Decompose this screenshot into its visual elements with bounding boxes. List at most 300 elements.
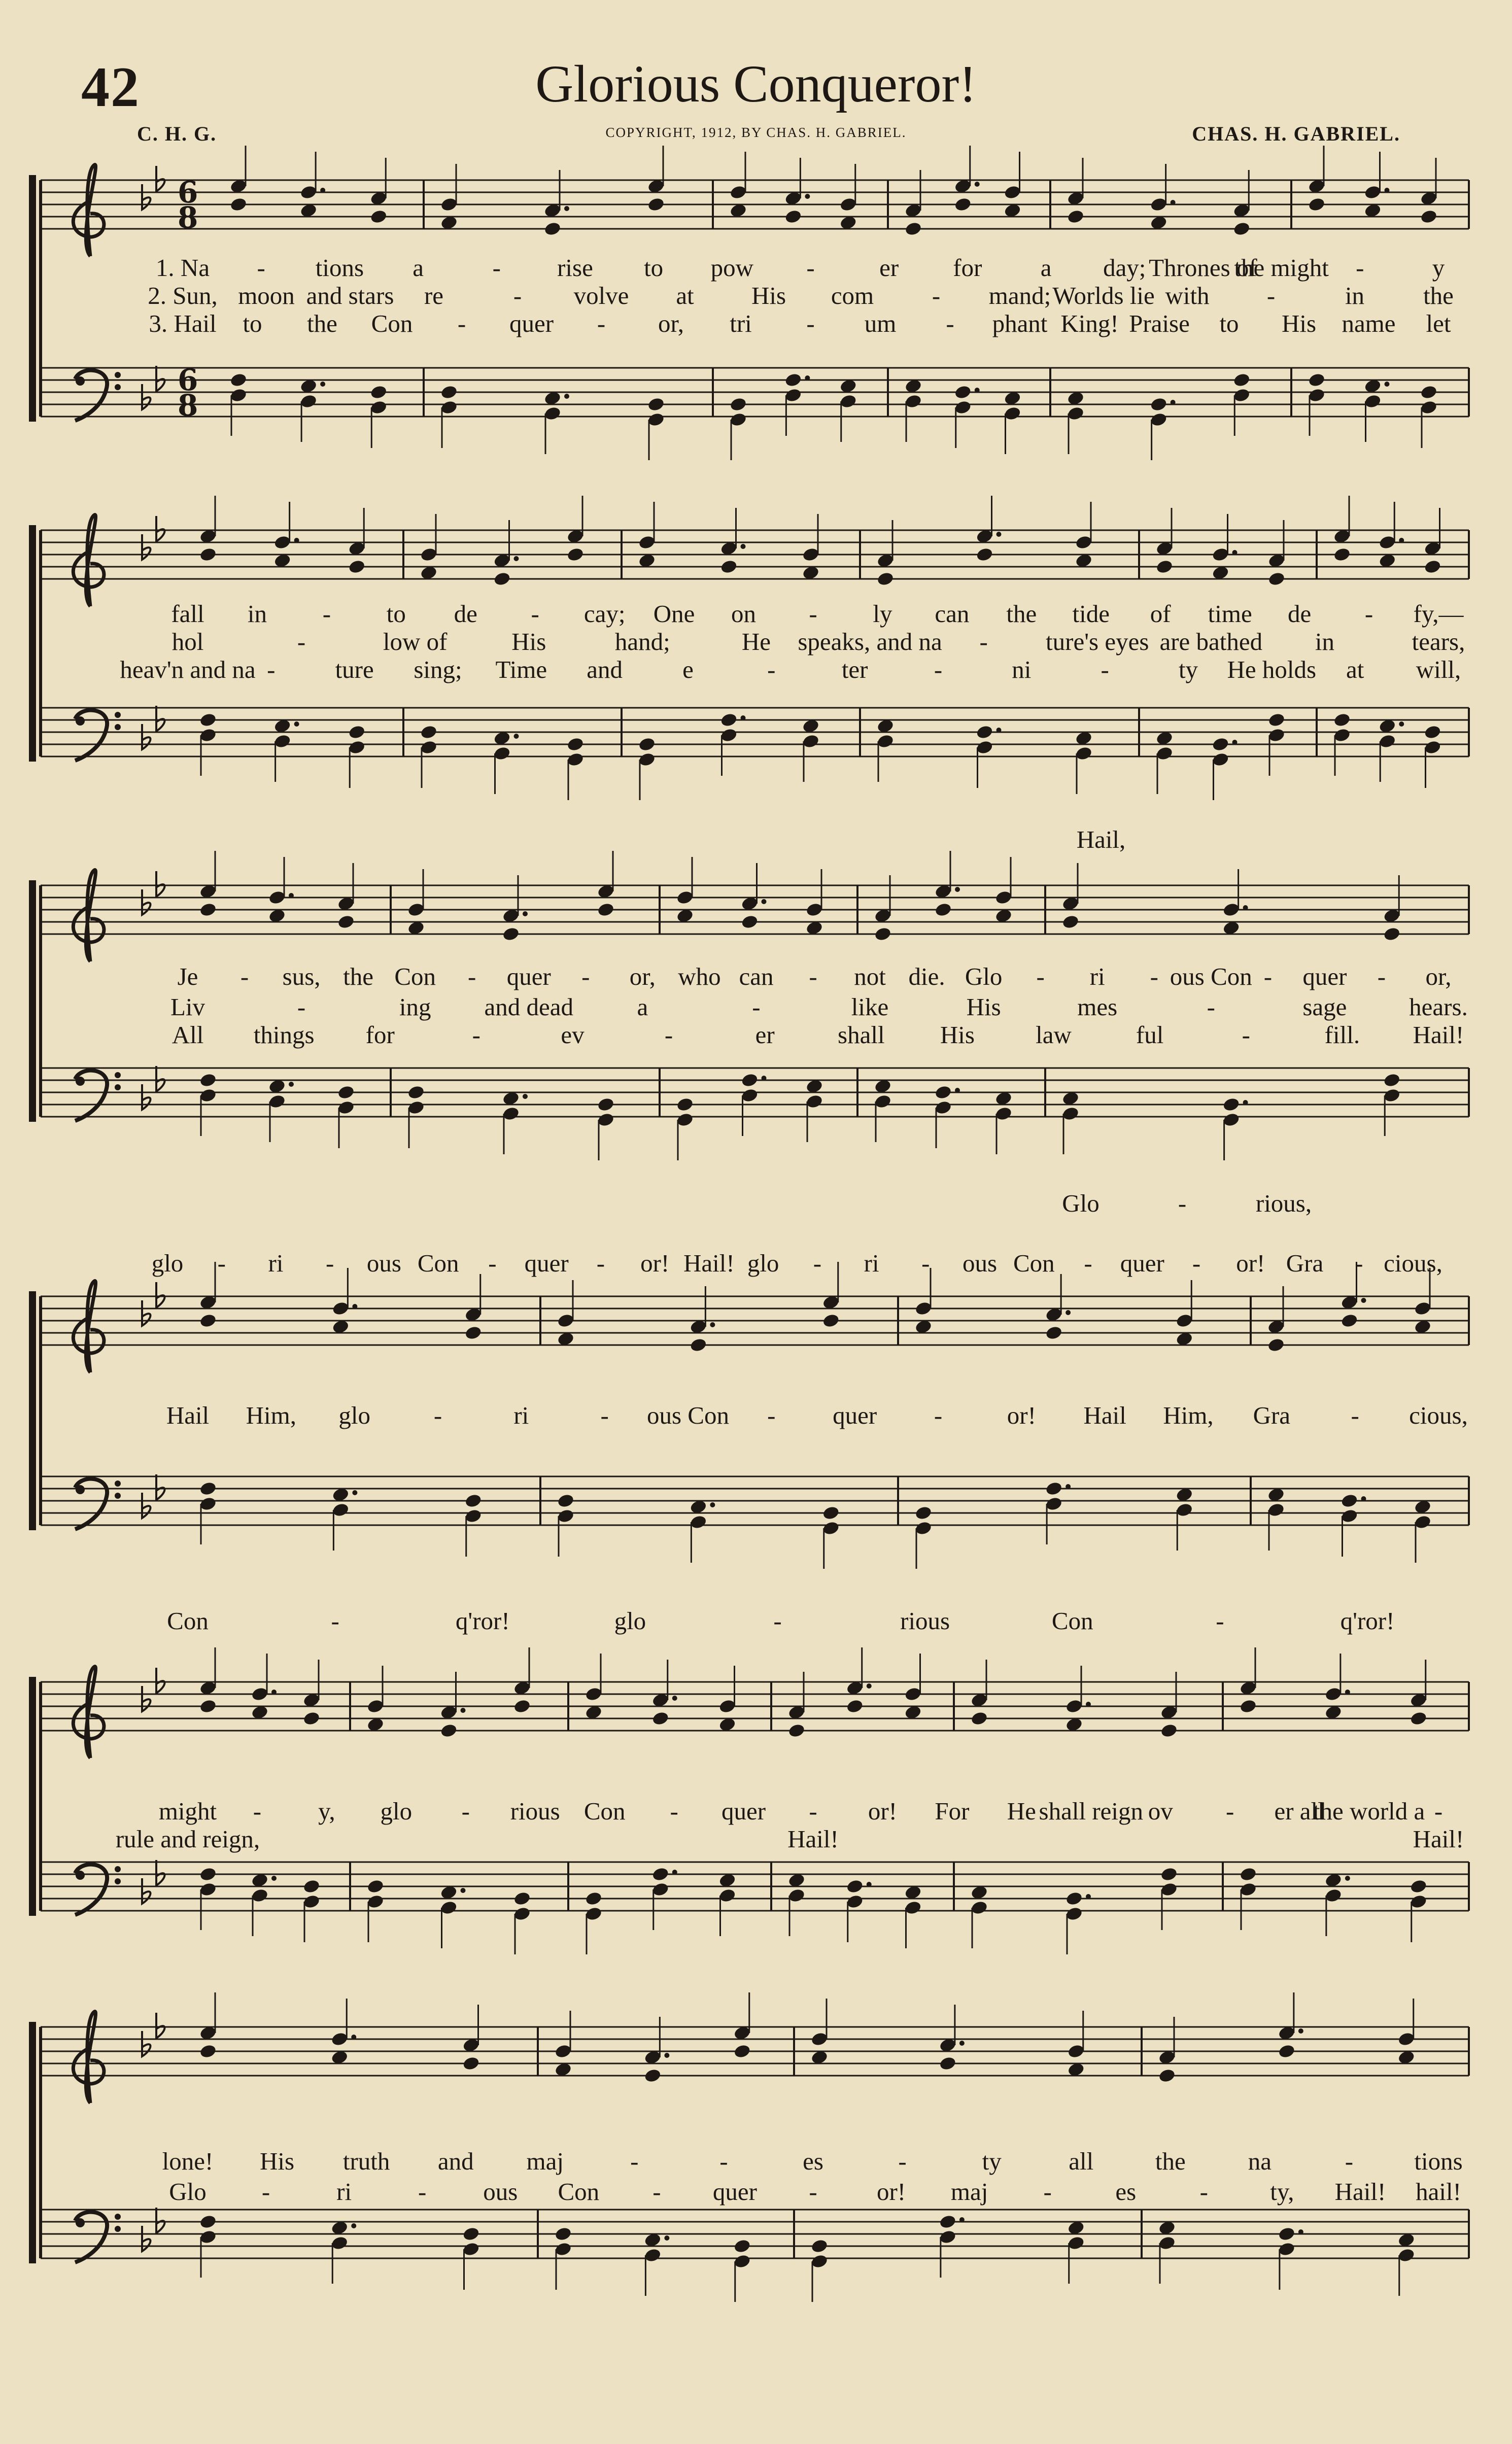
lyric-syllable: on (731, 600, 757, 628)
lyric-syllable: fy,— (1413, 600, 1464, 628)
bass-note-head (934, 1085, 952, 1100)
bass-note-head (366, 1879, 385, 1895)
lyric-syllable: Je (177, 962, 198, 990)
dotted-note-dot (672, 1696, 677, 1701)
lyric-syllable: - (1216, 1607, 1224, 1635)
treble-note-head (1410, 1711, 1428, 1727)
treble-note-head (1160, 1723, 1178, 1739)
bass-note-head (1383, 1073, 1401, 1088)
bass-clef-dot (76, 1077, 85, 1086)
lyric-syllable: or! (1007, 1401, 1036, 1429)
lyric-syllable: or, (1425, 962, 1452, 990)
lyric-syllable: - (809, 600, 817, 628)
treble-note-head (976, 547, 994, 563)
lyric-syllable: His (966, 993, 1001, 1021)
bass-note-head (651, 1867, 670, 1882)
lyric-syllable: - (600, 1401, 609, 1429)
lyric-syllable: mand; (988, 282, 1051, 309)
lyric-syllable: the (1006, 600, 1037, 628)
lyric-syllable: to (1219, 309, 1239, 337)
lyric-syllable: - (326, 1249, 334, 1277)
lyric-syllable: His (1281, 309, 1317, 337)
lyric-syllable: - (809, 1797, 817, 1825)
lyric-syllable: - (934, 1401, 943, 1429)
time-signature-bottom: 8 (178, 200, 198, 235)
lyric-syllable: Hail! (683, 1249, 735, 1277)
dotted-note-dot (1385, 188, 1390, 193)
treble-note-head (440, 1723, 458, 1739)
lyric-syllable: - (921, 1249, 930, 1277)
flat-sign-icon (156, 2208, 165, 2233)
lyric-syllable: - (1084, 1249, 1092, 1277)
bass-note-head (597, 1097, 615, 1113)
lyric-syllable: Praise (1129, 309, 1190, 337)
lyric-syllable: quer (506, 962, 551, 990)
lyric-syllable: - (488, 1249, 497, 1277)
dotted-note-dot (320, 188, 325, 193)
lyric-syllable: and dead (484, 993, 574, 1021)
dotted-note-dot (867, 1882, 872, 1887)
lyric-syllable: of (1150, 600, 1171, 628)
lyric-syllable: ful (1136, 1021, 1164, 1049)
lyric-syllable: - (1355, 1249, 1363, 1277)
lyric-syllable: die. (908, 962, 945, 990)
dotted-note-dot (461, 1708, 466, 1713)
bass-clef-dot (115, 1072, 121, 1078)
lyric-syllable: fall (171, 600, 204, 628)
lyric-syllable: or, (629, 962, 656, 990)
lyric-syllable: time (1208, 600, 1252, 628)
lyric-syllable: - (806, 309, 815, 337)
lyric-syllable: rule and reign, (115, 1825, 260, 1853)
treble-note-head (874, 926, 892, 942)
lyric-syllable: can (935, 600, 970, 628)
lyric-syllable: tions (315, 254, 364, 282)
treble-note-head (787, 1723, 806, 1739)
dotted-note-dot (1066, 1484, 1071, 1489)
treble-note-head (566, 547, 585, 563)
lyric-syllable: moon (238, 282, 295, 309)
lyric-syllable: the world a (1313, 1797, 1425, 1825)
dotted-note-dot (1243, 905, 1248, 910)
lyric-syllable: - (1364, 600, 1373, 628)
bass-note-head (939, 2214, 957, 2230)
dotted-note-dot (975, 388, 980, 393)
treble-note-head (302, 1711, 321, 1727)
bass-note-head (420, 725, 438, 740)
lyric-syllable: - (767, 656, 776, 683)
bass-note-head (199, 1073, 217, 1088)
dotted-note-dot (762, 1076, 767, 1081)
lyric-syllable: - (468, 962, 476, 990)
lyric-syllable: glo (380, 1797, 413, 1825)
lyric-syllable: 2. Sun, (148, 282, 218, 309)
lyric-syllable: - (752, 993, 761, 1021)
lyric-line-bass (0, 1606, 1512, 1636)
bass-note-head (302, 1879, 321, 1895)
dotted-note-dot (672, 1870, 677, 1875)
treble-note-head (1278, 2044, 1296, 2059)
lyric-syllable: Con (558, 2178, 600, 2206)
lyric-syllable: er (755, 1021, 775, 1049)
lyric-syllable: ty, (1270, 2178, 1294, 2206)
dotted-note-dot (867, 1683, 872, 1689)
lyric-syllable: q'ror! (455, 1607, 510, 1635)
dotted-note-dot (805, 194, 810, 199)
lyric-syllable: will, (1416, 656, 1461, 683)
bass-note-head (337, 1085, 355, 1100)
lyric-syllable: speaks, and na (798, 628, 942, 656)
lyric-syllable: ous (366, 1249, 401, 1277)
lyric-line (0, 992, 1512, 1022)
lyric-syllable: He holds (1227, 656, 1317, 683)
bass-note-head (566, 737, 585, 752)
lyric-syllable: - (1150, 962, 1158, 990)
lyric-syllable: - (1356, 254, 1364, 282)
flat-sign-icon (156, 1860, 165, 1885)
dotted-note-dot (289, 893, 294, 898)
lyric-syllable: sing; (414, 656, 462, 683)
flat-sign-icon (142, 184, 151, 210)
lyric-syllable: um (864, 309, 897, 337)
treble-note-head (651, 1711, 670, 1727)
lyric-syllable: are bathed (1159, 628, 1263, 656)
lyric-syllable: and stars (306, 282, 394, 309)
page-number: 42 (81, 56, 140, 119)
lyric-syllable: the (1423, 282, 1454, 309)
lyric-syllable: - (331, 1607, 339, 1635)
dotted-note-dot (1171, 200, 1176, 205)
bass-note-head (1065, 1891, 1083, 1907)
dotted-note-dot (514, 734, 519, 739)
bass-note-head (1150, 397, 1168, 412)
dotted-note-dot (762, 899, 767, 904)
bass-clef-dot (76, 716, 85, 726)
treble-note-head (348, 559, 366, 575)
lyric-syllable: King! (1060, 309, 1119, 337)
dotted-note-dot (564, 394, 569, 399)
lyric-syllable: or! (640, 1249, 670, 1277)
lyric-syllable: re (424, 282, 444, 309)
lyric-syllable: - (597, 309, 606, 337)
lyric-syllable: Hail (166, 1401, 210, 1429)
lyric-syllable: pow (710, 254, 754, 282)
lyric-line (0, 253, 1512, 283)
lyric-syllable: - (1242, 1021, 1250, 1049)
treble-note-head (199, 1313, 217, 1329)
flat-sign-icon (142, 2031, 151, 2056)
bass-note-head (1341, 1493, 1359, 1509)
lyric-syllable: heav'n and na (120, 656, 256, 683)
lyric-syllable: hears. (1409, 993, 1468, 1021)
lyric-syllable: His (940, 1021, 975, 1049)
flat-sign-icon (156, 516, 165, 541)
lyric-syllable: - (813, 1249, 822, 1277)
lyric-syllable: tide (1072, 600, 1110, 628)
dotted-note-dot (294, 721, 299, 727)
bass-note-head (1420, 385, 1438, 400)
bass-clef-dot (115, 712, 121, 718)
bass-note-head (513, 1891, 531, 1907)
lyric-line (0, 2177, 1512, 2207)
dotted-note-dot (664, 2053, 669, 2058)
lyric-line (0, 1020, 1512, 1050)
lyric-syllable: hail! (1416, 2178, 1461, 2206)
lyric-syllable: - (1225, 1797, 1234, 1825)
treble-note-head (970, 1711, 988, 1727)
bass-clef-dot (76, 1485, 85, 1494)
flat-sign-icon (156, 871, 165, 897)
flat-sign-icon (142, 1878, 151, 1904)
dotted-note-dot (1171, 400, 1176, 405)
treble-note-head (199, 2044, 217, 2059)
lyric-syllable: cay; (583, 600, 626, 628)
flat-sign-icon (156, 1668, 165, 1693)
lyric-syllable: volve (573, 282, 629, 309)
lyric-syllable: and (437, 2147, 474, 2175)
bass-note-head (554, 2226, 572, 2242)
dotted-note-dot (1232, 740, 1238, 745)
treble-clef-icon (73, 870, 104, 961)
treble-note-head (199, 547, 217, 563)
lyric-syllable: All (171, 1021, 204, 1049)
bass-note-head (1333, 712, 1351, 728)
treble-note-head (1333, 547, 1351, 563)
bass-clef-dot (115, 1493, 121, 1499)
lyric-syllable: hand; (614, 628, 670, 656)
lyric-syllable: For (935, 1797, 970, 1825)
lyric-syllable: - (664, 1021, 673, 1049)
lyric-syllable: - (257, 254, 265, 282)
dotted-note-dot (271, 1876, 277, 1881)
bass-note-head (557, 1493, 575, 1509)
treble-note-head (1067, 209, 1085, 225)
flat-sign-icon (156, 706, 165, 731)
lyric-syllable: all (1069, 2147, 1094, 2175)
lyric-syllable: ev (561, 1021, 585, 1049)
bass-note-head (348, 725, 366, 740)
lyric-syllable: or! (876, 2178, 906, 2206)
lyric-syllable: like (851, 993, 889, 1021)
lyric-syllable: Glo (1062, 1189, 1099, 1217)
lyric-syllable: er (879, 254, 899, 282)
dotted-note-dot (351, 2223, 356, 2228)
treble-note-head (369, 209, 388, 225)
bass-note-head (676, 1097, 694, 1113)
flat-sign-icon (142, 1686, 151, 1711)
lyric-syllable: - (1178, 1189, 1187, 1217)
treble-note-head (741, 914, 759, 930)
lyric-syllable: - (1101, 656, 1109, 683)
lyric-syllable: y (1432, 254, 1445, 282)
dotted-note-dot (955, 887, 960, 892)
lyric-syllable: - (322, 600, 331, 628)
dotted-note-dot (1298, 2028, 1303, 2034)
treble-clef-icon (73, 515, 104, 606)
lyric-syllable: es (1115, 2178, 1137, 2206)
dotted-note-dot (1361, 1496, 1366, 1501)
hymn-title: Glorious Conqueror! (535, 55, 977, 113)
lyric-syllable: com (831, 282, 874, 309)
bass-note-head (440, 385, 458, 400)
bass-clef-dot (115, 2214, 121, 2220)
lyric-syllable: a (637, 993, 648, 1021)
treble-note-head (934, 902, 952, 918)
treble-note-head (846, 1699, 864, 1714)
treble-note-head (1158, 2068, 1176, 2084)
time-signature-top: 6 (178, 175, 198, 210)
bass-note-head (585, 1891, 603, 1907)
lyric-syllable: for (953, 254, 982, 282)
dotted-note-dot (289, 1082, 294, 1087)
lyric-syllable: Thrones of (1149, 254, 1257, 282)
lyric-syllable: in (247, 600, 267, 628)
treble-clef-icon (73, 1281, 104, 1372)
flat-sign-icon (156, 366, 165, 391)
lyric-syllable: Him, (246, 1401, 297, 1429)
bass-note-head (462, 2226, 480, 2242)
flat-sign-icon (156, 1282, 165, 1307)
flat-sign-icon (142, 724, 151, 749)
bass-note-head (1278, 2226, 1296, 2242)
bass-clef-dot (115, 1481, 121, 1487)
time-signature-bottom: 8 (178, 388, 198, 423)
dotted-note-dot (996, 728, 1002, 733)
lyric-syllable: or! (868, 1797, 898, 1825)
lyric-syllable: cious, (1409, 1401, 1468, 1429)
dotted-note-dot (1086, 1894, 1091, 1899)
dotted-note-dot (741, 715, 746, 720)
treble-note-head (904, 221, 922, 237)
lyric-syllable: ous (963, 1249, 998, 1277)
lyric-syllable: sage (1302, 993, 1347, 1021)
treble-note-head (199, 902, 217, 918)
lyric-syllable: tears, (1412, 628, 1465, 656)
dotted-note-dot (975, 182, 980, 187)
flat-sign-icon (142, 1493, 151, 1518)
lyric-syllable: His (260, 2147, 295, 2175)
lyric-syllable: cious, (1384, 1249, 1442, 1277)
lyric-syllable: with (1165, 282, 1210, 309)
lyric-syllable: ous Con (646, 1401, 730, 1429)
lyric-syllable: the might (1234, 254, 1329, 282)
lyric-syllable: tri (730, 309, 752, 337)
flat-sign-icon (156, 166, 165, 191)
dotted-note-dot (1086, 1702, 1091, 1707)
dotted-note-dot (514, 556, 519, 561)
dotted-note-dot (523, 1094, 528, 1099)
lyric-syllable: - (1345, 2147, 1354, 2175)
lyric-syllable: quer (1302, 962, 1347, 990)
lyric-syllable: - (1266, 282, 1276, 309)
lyric-syllable: ture's eyes (1046, 628, 1149, 656)
lyric-syllable: ri (864, 1249, 879, 1277)
lyric-syllable: ter (841, 656, 868, 683)
lyric-line (0, 2146, 1512, 2177)
treble-note-head (784, 209, 803, 225)
lyric-syllable: Con (394, 962, 436, 990)
lyric-syllable: ty (982, 2147, 1002, 2175)
lyric-syllable: - (979, 628, 988, 656)
dotted-note-dot (805, 375, 810, 381)
lyric-syllable: rise (557, 254, 593, 282)
bass-note-head (1308, 372, 1326, 388)
lyric-syllable: - (433, 1401, 442, 1429)
lyric-line (0, 308, 1512, 339)
bass-note-head (199, 1481, 217, 1497)
bass-note-head (729, 397, 747, 412)
flat-sign-icon (142, 2226, 151, 2251)
lyric-syllable: the (307, 309, 337, 337)
lyric-syllable: the (343, 962, 374, 990)
lyric-syllable: - (1351, 1401, 1359, 1429)
lyric-syllable: Liv (170, 993, 205, 1021)
lyric-line (0, 1796, 1512, 1827)
lyric-syllable: to (386, 600, 406, 628)
treble-note-head (1155, 559, 1174, 575)
lyric-syllable: - (457, 309, 466, 337)
treble-note-head (464, 1325, 483, 1341)
bass-note-head (1212, 737, 1230, 752)
lyric-syllable: ri (513, 1401, 529, 1429)
lyric-syllable: Glo (169, 2178, 207, 2206)
lyric-syllable: ous (483, 2178, 518, 2206)
bass-note-head (954, 385, 972, 400)
lyric-syllable: law (1036, 1021, 1072, 1049)
treble-note-head (502, 926, 520, 942)
lyric-syllable: not (854, 962, 886, 990)
dotted-note-dot (710, 1502, 715, 1507)
treble-note-head (733, 2044, 751, 2059)
bass-note-head (199, 1867, 217, 1882)
lyric-syllable: Con (1013, 1249, 1055, 1277)
bass-note-head (647, 397, 665, 412)
lyric-syllable: - (531, 600, 539, 628)
lyric-syllable: ture (335, 656, 374, 683)
flat-sign-icon (142, 384, 151, 409)
lyric-syllable: - (670, 1797, 678, 1825)
lyric-syllable: Worlds lie (1052, 282, 1155, 309)
lyric-syllable: phant (992, 309, 1048, 337)
lyric-syllable: day; (1103, 254, 1146, 282)
lyric-syllable: - (719, 2147, 728, 2175)
lyric-syllable: - (932, 282, 941, 309)
lyric-syllable: 1. Na (155, 254, 210, 282)
treble-note-head (1383, 926, 1401, 942)
dotted-note-dot (741, 544, 746, 549)
bass-clef-dot (115, 724, 121, 730)
lyric-syllable: maj (526, 2147, 564, 2175)
treble-clef-icon (73, 165, 104, 256)
dotted-note-dot (664, 2235, 669, 2241)
lyric-line (0, 1400, 1512, 1431)
dotted-note-dot (523, 911, 528, 916)
flat-sign-icon (156, 1066, 165, 1091)
treble-note-head (1341, 1313, 1359, 1329)
lyric-syllable: - (898, 2147, 907, 2175)
lyric-syllable: quer (833, 1401, 877, 1429)
bass-note-head (810, 2239, 829, 2254)
lyric-line (0, 599, 1512, 629)
lyric-syllable: quer (1120, 1249, 1164, 1277)
bass-note-head (914, 1505, 933, 1521)
bass-clef-dot (115, 372, 121, 378)
lyric-syllable: the (1155, 2147, 1186, 2175)
lyric-syllable: - (581, 962, 590, 990)
treble-note-head (647, 197, 665, 213)
lyric-syllable: ni (1012, 656, 1032, 683)
dotted-note-dot (320, 382, 325, 387)
